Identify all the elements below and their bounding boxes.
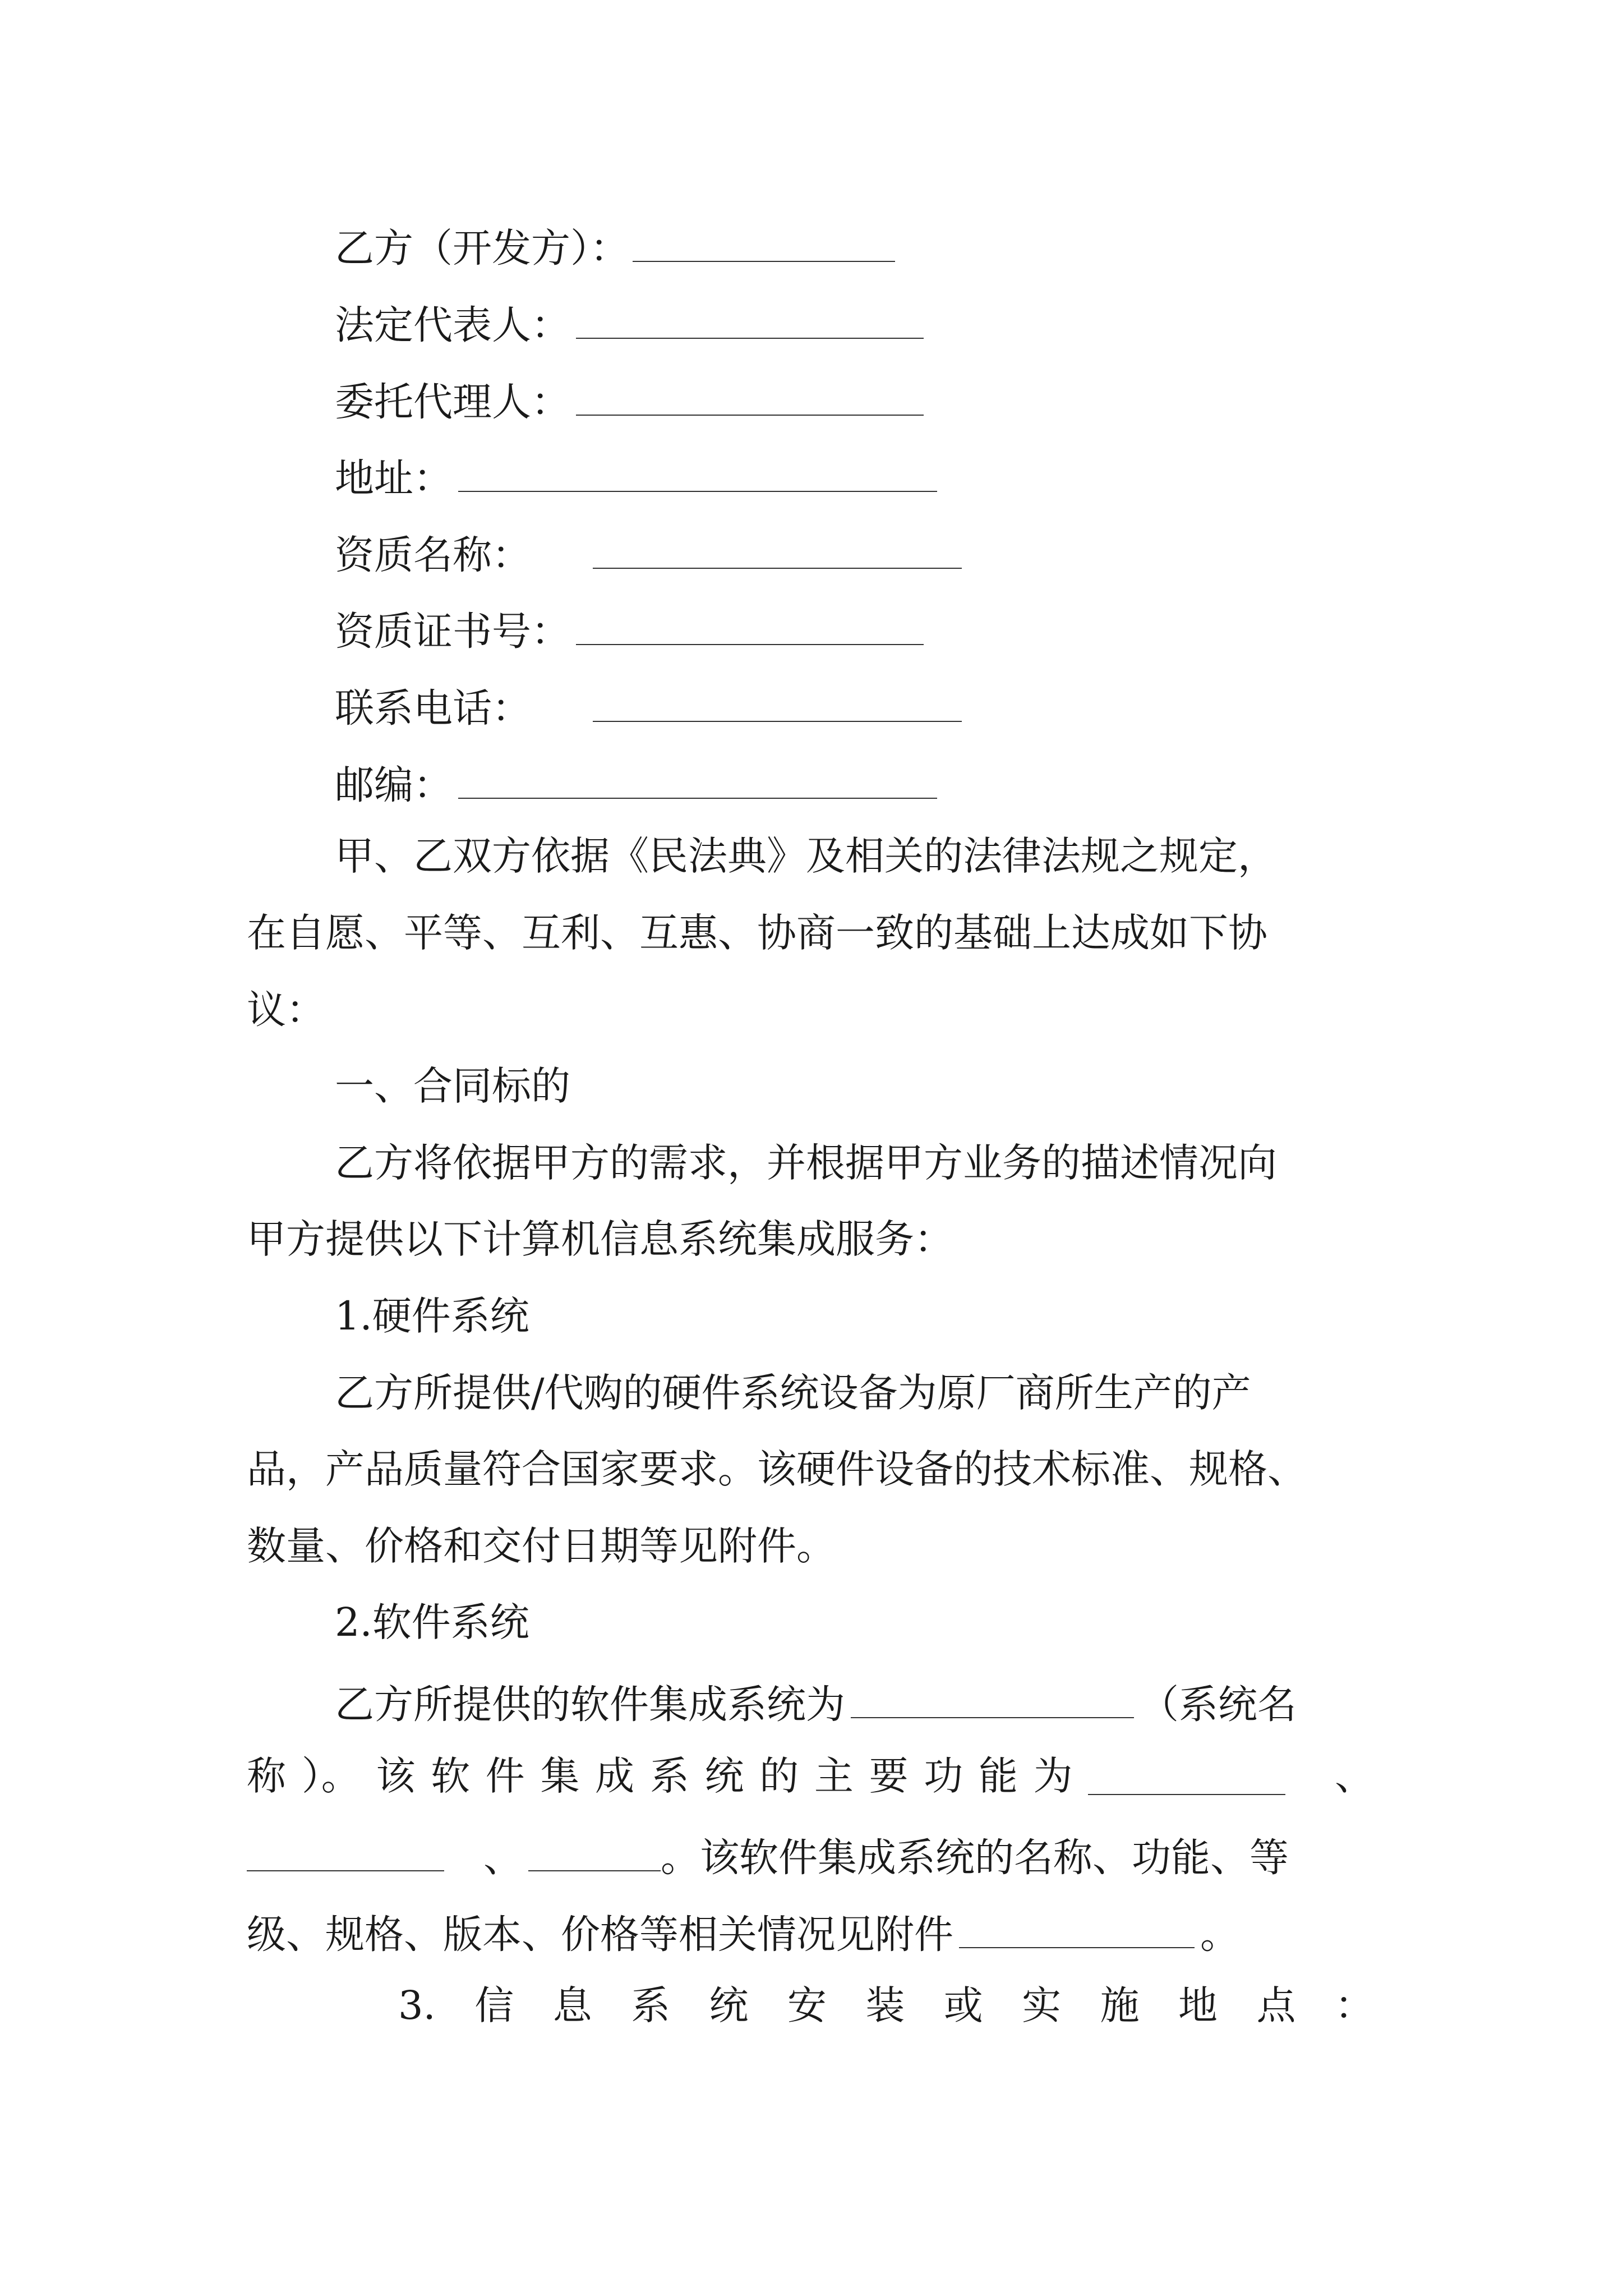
software-line-2-char: 要 xyxy=(869,1753,909,1799)
hardware-line-2: 品，产品质量符合国家要求。该硬件设备的技术标准、规格、 xyxy=(247,1446,1307,1492)
software-line-3-sep: 、 xyxy=(483,1834,523,1881)
postcode-label: 邮编： xyxy=(335,762,453,808)
qualification-no-label: 资质证书号： xyxy=(335,608,570,655)
intro-line-1: 甲、乙双方依据《民法典》及相关的法律法规之规定， xyxy=(335,833,1277,879)
legal-rep-blank xyxy=(576,300,924,339)
install-char: 点 xyxy=(1256,1982,1296,2028)
agent-blank xyxy=(576,377,924,416)
software-line-2-char: 成 xyxy=(595,1753,635,1799)
postcode-row xyxy=(335,760,937,808)
agent-label: 委托代理人： xyxy=(335,379,570,425)
software-line-2-char: 该 xyxy=(376,1753,416,1799)
software-line-4 xyxy=(247,1910,1239,1958)
software-line-2-char: 系 xyxy=(649,1753,689,1799)
hardware-line-1: 乙方所提供/代购的硬件系统设备为原厂商所生产的产 xyxy=(335,1370,1251,1416)
install-char: 或 xyxy=(943,1982,983,2028)
software-line-2-char: ）。 xyxy=(301,1753,361,1799)
install-char: 地 xyxy=(1178,1982,1218,2028)
phone-blank xyxy=(593,683,962,722)
software-line-2-char: 软 xyxy=(431,1753,471,1799)
address-label: 地址： xyxy=(335,455,453,501)
main-function-blank-1 xyxy=(1088,1756,1285,1795)
install-char: 息 xyxy=(552,1982,592,2028)
qualification-no-row xyxy=(335,606,924,655)
intro-line-2: 在自愿、平等、互利、互惠、协商一致的基础上达成如下协 xyxy=(247,910,1267,956)
install-char: 安 xyxy=(787,1982,827,2028)
main-function-blank-3 xyxy=(528,1833,661,1871)
software-line-4-end: 。 xyxy=(1200,1911,1239,1958)
software-line-2-char: 的 xyxy=(759,1753,799,1799)
legal-rep-label: 法定代表人： xyxy=(335,302,570,348)
software-line-2-char: 集 xyxy=(540,1753,580,1799)
software-line-3 xyxy=(247,1833,1289,1881)
system-name-blank xyxy=(851,1680,1134,1718)
software-line-1 xyxy=(335,1680,1297,1728)
section-1-heading: 一、合同标的 xyxy=(335,1063,570,1109)
software-line-4-text: 级、规格、版本、价格等相关情况见附件 xyxy=(247,1911,953,1958)
software-line-1-text-b: （系统名 xyxy=(1140,1681,1297,1728)
postcode-blank xyxy=(458,760,937,799)
install-char: 实 xyxy=(1022,1982,1062,2028)
install-char: 3. xyxy=(398,1982,436,2028)
install-char: 装 xyxy=(865,1982,905,2028)
intro-line-3: 议： xyxy=(247,987,325,1033)
qualification-name-blank xyxy=(593,530,962,569)
qualification-name-label: 资质名称： xyxy=(335,532,531,578)
attachment-blank xyxy=(959,1910,1195,1948)
software-line-2 xyxy=(247,1753,1374,1799)
software-line-3-text: 。该软件集成系统的名称、功能、等 xyxy=(661,1834,1289,1881)
install-char: ： xyxy=(1334,1982,1374,2028)
party-b-title-row xyxy=(335,223,895,272)
software-line-2-char: 统 xyxy=(704,1753,744,1799)
software-heading: 2.软件系统 xyxy=(335,1599,529,1645)
software-line-2-char: 件 xyxy=(485,1753,525,1799)
install-char: 统 xyxy=(709,1982,749,2028)
address-row xyxy=(335,453,937,501)
install-char: 系 xyxy=(631,1982,671,2028)
phone-label: 联系电话： xyxy=(335,685,531,731)
software-line-2-char: 功 xyxy=(924,1753,963,1799)
install-char: 信 xyxy=(474,1982,514,2028)
install-char: 施 xyxy=(1100,1982,1140,2028)
phone-row xyxy=(335,683,962,731)
legal-rep-row xyxy=(335,300,924,348)
party-b-name-blank xyxy=(633,223,895,262)
hardware-heading: 1.硬件系统 xyxy=(335,1293,529,1339)
qualification-no-blank xyxy=(576,606,924,645)
software-line-1-text-a: 乙方所提供的软件集成系统为 xyxy=(335,1681,845,1728)
section-1-para-line-2: 甲方提供以下计算机信息系统集成服务： xyxy=(247,1216,953,1262)
software-line-2-end: 、 xyxy=(1335,1753,1374,1799)
section-1-para-line-1: 乙方将依据甲方的需求，并根据甲方业务的描述情况向 xyxy=(335,1140,1277,1186)
software-line-2-char: 主 xyxy=(814,1753,854,1799)
hardware-line-3: 数量、价格和交付日期等见附件。 xyxy=(247,1523,836,1569)
software-line-2-char: 称 xyxy=(247,1753,286,1799)
install-location-line xyxy=(398,1982,1374,2028)
software-line-2-char: 为 xyxy=(1033,1753,1073,1799)
qualification-name-row xyxy=(335,530,962,578)
agent-row xyxy=(335,377,924,425)
address-blank xyxy=(458,453,937,492)
software-line-2-char: 能 xyxy=(978,1753,1018,1799)
party-b-title-label: 乙方（开发方）： xyxy=(335,225,629,272)
main-function-blank-2 xyxy=(247,1833,444,1871)
